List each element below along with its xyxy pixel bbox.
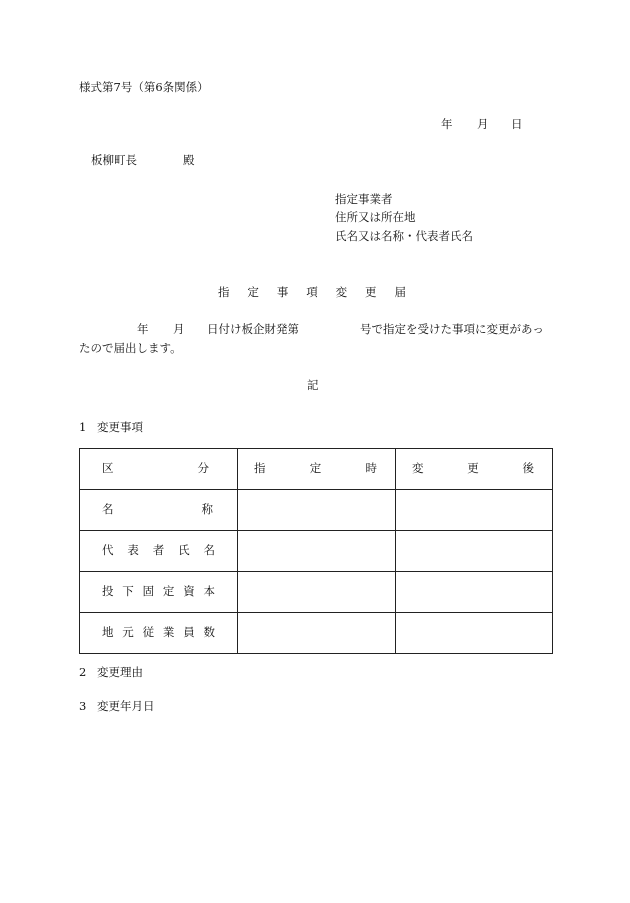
row-label-char: 表 (127, 543, 139, 558)
applicant-address: 住所又は所在地 (335, 210, 416, 224)
designated-value-cell[interactable] (238, 490, 396, 531)
row-label-name (80, 490, 238, 531)
title-char: 項 (306, 285, 318, 299)
title-char: 届 (394, 285, 406, 299)
title-char: 更 (365, 285, 377, 299)
form-number: 様式第7号（第6条関係） (79, 80, 209, 94)
table-row (80, 531, 553, 572)
row-label-char: 元 (122, 625, 134, 640)
after-change-value-cell[interactable] (396, 531, 553, 572)
header-char: 後 (522, 461, 534, 476)
table-row (80, 572, 553, 613)
row-label-representative (80, 531, 238, 572)
designated-value-cell[interactable] (238, 613, 396, 654)
applicant-designated-business: 指定事業者 (335, 192, 393, 206)
section2-label: 変更理由 (97, 665, 143, 679)
body-text-part1: 日付け板企財発第 (207, 322, 299, 336)
row-label-char: 名 (102, 502, 114, 517)
designated-value-cell[interactable] (238, 572, 396, 613)
addressee-honorific: 殿 (183, 153, 195, 167)
applicant-name: 氏名又は名称・代表者氏名 (335, 229, 473, 243)
title-char: 指 (218, 285, 230, 299)
row-label-char: 数 (203, 625, 215, 640)
body-month: 月 (173, 322, 185, 336)
header-char: 区 (102, 461, 114, 476)
row-label-char: 資 (183, 584, 195, 599)
row-label-char: 定 (162, 584, 175, 599)
date-day-label: 日 (511, 117, 523, 131)
header-char: 変 (412, 461, 424, 476)
header-char: 分 (197, 461, 209, 476)
header-after-change (396, 449, 553, 490)
row-label-char: 固 (142, 584, 155, 599)
row-label-capital (80, 572, 238, 613)
section1-number: 1 (79, 420, 87, 434)
after-change-value-cell[interactable] (396, 490, 553, 531)
date-year-label: 年 (441, 117, 453, 131)
section3-label: 変更年月日 (97, 699, 155, 713)
header-designated (238, 449, 396, 490)
row-label-char: 氏 (178, 543, 190, 558)
header-char: 定 (309, 461, 322, 476)
title-char: 変 (335, 285, 348, 299)
header-char: 指 (254, 461, 266, 476)
table-row (80, 490, 553, 531)
row-label-char: 地 (102, 625, 114, 640)
section3-number: 3 (79, 699, 87, 713)
row-label-local-employees (80, 613, 238, 654)
row-label-char: 本 (203, 584, 215, 599)
row-label-char: 下 (122, 584, 134, 599)
section2-number: 2 (79, 665, 87, 679)
row-label-char: 代 (102, 543, 114, 558)
row-label-char: 称 (201, 502, 213, 517)
header-char: 更 (467, 461, 479, 476)
row-label-char: 名 (203, 543, 215, 558)
body-year: 年 (137, 322, 149, 336)
after-change-value-cell[interactable] (396, 613, 553, 654)
row-label-char: 従 (142, 625, 155, 640)
body-text-part2: 号で指定を受けた事項に変更があっ (360, 322, 544, 336)
after-change-value-cell[interactable] (396, 572, 553, 613)
ki-mark: 記 (307, 378, 319, 392)
table-row (80, 613, 553, 654)
date-month-label: 月 (477, 117, 489, 131)
designated-value-cell[interactable] (238, 531, 396, 572)
row-label-char: 者 (152, 543, 165, 558)
change-items-table (79, 448, 553, 654)
addressee-name: 板柳町長 (91, 153, 137, 167)
document-title (218, 287, 406, 299)
body-text-line2: たので届出します。 (79, 341, 182, 355)
header-char: 時 (365, 461, 377, 476)
row-label-char: 業 (162, 625, 175, 640)
title-char: 事 (276, 285, 289, 299)
title-char: 定 (247, 285, 259, 299)
section1-label: 変更事項 (97, 420, 143, 434)
header-category (80, 449, 238, 490)
table-header-row (80, 449, 553, 490)
row-label-char: 投 (102, 584, 114, 599)
row-label-char: 員 (183, 625, 195, 640)
